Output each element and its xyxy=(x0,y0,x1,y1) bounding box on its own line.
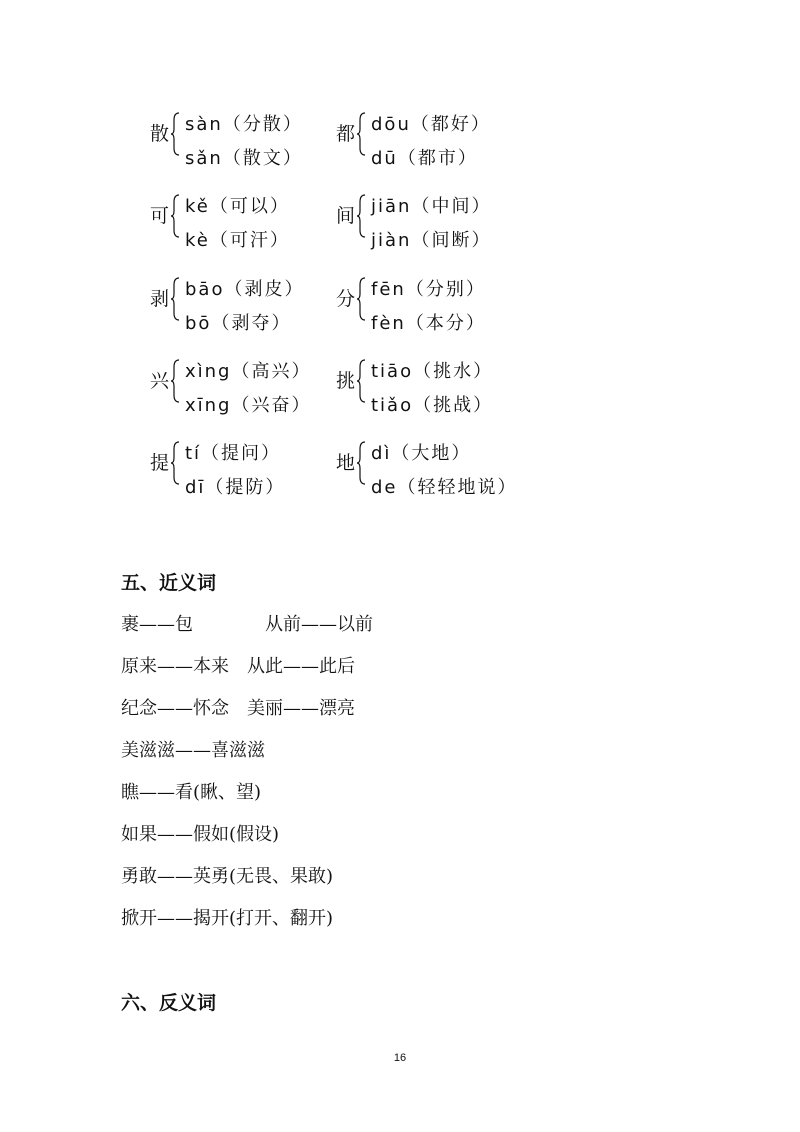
poly-char: 散 xyxy=(150,123,170,145)
synonym-line: 纪念——怀念 美丽——漂亮 xyxy=(121,698,355,719)
brace-icon xyxy=(170,441,180,485)
brace-icon xyxy=(356,359,366,403)
section-title-synonyms: 五、近义词 xyxy=(121,572,217,594)
poly-reading: kè（可汗） xyxy=(185,230,290,251)
poly-reading: kě（可以） xyxy=(185,196,290,217)
poly-char: 剥 xyxy=(150,288,170,310)
synonym-line: 裹——包 从前——以前 xyxy=(121,614,373,635)
poly-char: 提 xyxy=(150,452,170,474)
polyphonic-item xyxy=(336,190,516,251)
polyphonic-item xyxy=(150,437,330,498)
polyphonic-chars xyxy=(150,108,570,508)
synonym-line: 原来——本来 从此——此后 xyxy=(121,656,355,677)
polyphonic-item xyxy=(336,108,516,169)
polyphonic-item xyxy=(336,437,518,498)
poly-reading: fēn（分别） xyxy=(371,279,486,300)
poly-char: 可 xyxy=(150,205,170,227)
brace-icon xyxy=(356,277,366,321)
poly-reading: fèn（本分） xyxy=(371,313,486,334)
brace-icon xyxy=(170,277,180,321)
synonym-line: 如果——假如(假设) xyxy=(121,824,280,845)
synonym-line: 瞧——看(瞅、望) xyxy=(121,782,262,803)
brace-icon xyxy=(170,112,180,156)
page-number: 16 xyxy=(393,1052,407,1064)
brace-icon xyxy=(170,194,180,238)
section-title-antonyms: 六、反义词 xyxy=(121,992,217,1014)
polyphonic-item xyxy=(150,190,330,251)
polyphonic-item xyxy=(336,273,516,334)
poly-reading: sǎn（散文） xyxy=(185,148,303,169)
poly-char: 地 xyxy=(336,452,356,474)
brace-icon xyxy=(356,194,366,238)
synonym-line: 勇敢——英勇(无畏、果敢) xyxy=(121,866,334,887)
poly-char: 兴 xyxy=(150,370,170,392)
synonym-line: 掀开——揭开(打开、翻开) xyxy=(121,908,334,929)
poly-reading: dì（大地） xyxy=(371,443,472,464)
polyphonic-item xyxy=(150,273,330,334)
poly-reading: jiàn（间断） xyxy=(371,230,492,251)
poly-reading: xīng（兴奋） xyxy=(185,395,312,416)
poly-reading: tiāo（挑水） xyxy=(371,361,494,382)
poly-reading: dī（提防） xyxy=(185,477,286,498)
poly-reading: bāo（剥皮） xyxy=(185,279,305,300)
poly-char: 间 xyxy=(336,205,356,227)
poly-reading: tiǎo（挑战） xyxy=(371,395,494,416)
poly-reading: de（轻轻地说） xyxy=(371,477,518,498)
poly-reading: jiān（中间） xyxy=(371,196,492,217)
poly-char: 挑 xyxy=(336,370,356,392)
polyphonic-item xyxy=(150,108,330,169)
brace-icon xyxy=(356,112,366,156)
polyphonic-item xyxy=(336,355,516,416)
brace-icon xyxy=(356,441,366,485)
synonym-line: 美滋滋——喜滋滋 xyxy=(121,740,265,761)
poly-reading: bō（剥夺） xyxy=(185,313,292,334)
poly-reading: xìng（高兴） xyxy=(185,361,312,382)
brace-icon xyxy=(170,359,180,403)
polyphonic-item xyxy=(150,355,330,416)
poly-reading: tí（提问） xyxy=(185,443,282,464)
poly-reading: dōu（都好） xyxy=(371,114,491,135)
poly-char: 分 xyxy=(336,288,356,310)
poly-reading: dū（都市） xyxy=(371,148,478,169)
poly-reading: sàn（分散） xyxy=(185,114,303,135)
poly-char: 都 xyxy=(336,123,356,145)
